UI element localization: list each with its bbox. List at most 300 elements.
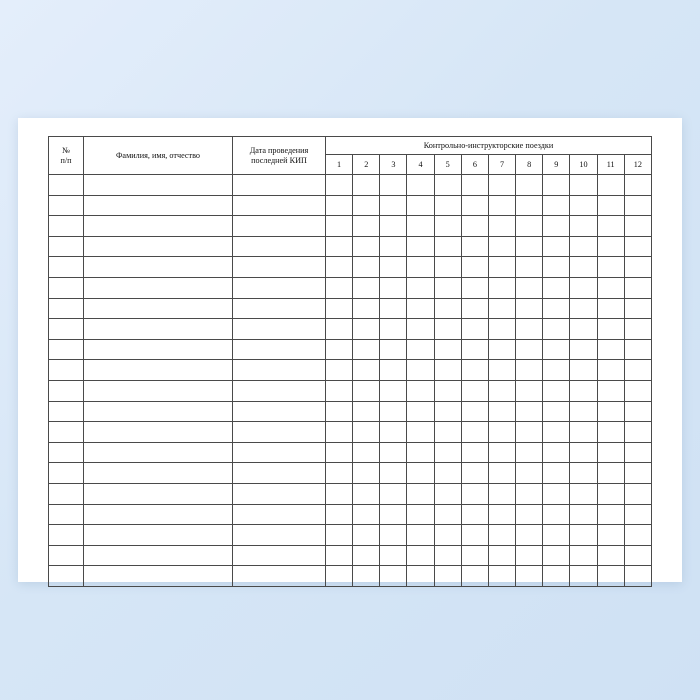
table-cell[interactable] [461, 216, 488, 237]
table-cell[interactable] [543, 442, 570, 463]
table-cell[interactable] [597, 319, 624, 340]
table-cell[interactable] [488, 566, 515, 587]
table-cell[interactable] [407, 422, 434, 443]
table-cell[interactable] [570, 175, 597, 196]
table-cell[interactable] [353, 380, 380, 401]
table-cell[interactable] [624, 442, 651, 463]
table-cell[interactable] [570, 277, 597, 298]
table-cell[interactable] [543, 195, 570, 216]
table-cell[interactable] [326, 566, 353, 587]
table-cell[interactable] [570, 422, 597, 443]
table-cell[interactable] [233, 216, 326, 237]
table-cell[interactable] [434, 566, 461, 587]
table-cell[interactable] [461, 463, 488, 484]
table-cell[interactable] [233, 175, 326, 196]
table-cell[interactable] [407, 442, 434, 463]
table-cell[interactable] [543, 545, 570, 566]
table-cell[interactable] [407, 504, 434, 525]
table-cell[interactable] [516, 545, 543, 566]
table-cell[interactable] [380, 319, 407, 340]
table-cell[interactable] [488, 236, 515, 257]
table-cell[interactable] [353, 360, 380, 381]
table-cell[interactable] [624, 545, 651, 566]
table-cell[interactable] [380, 216, 407, 237]
table-cell[interactable] [380, 463, 407, 484]
table-cell[interactable] [516, 525, 543, 546]
table-cell[interactable] [380, 277, 407, 298]
table-cell[interactable] [461, 360, 488, 381]
table-cell[interactable] [543, 422, 570, 443]
table-cell[interactable] [233, 195, 326, 216]
table-cell[interactable] [407, 545, 434, 566]
table-cell[interactable] [624, 257, 651, 278]
table-cell[interactable] [597, 442, 624, 463]
table-cell[interactable] [516, 257, 543, 278]
table-cell[interactable] [353, 175, 380, 196]
table-cell[interactable] [49, 360, 84, 381]
table-cell[interactable] [461, 401, 488, 422]
table-cell[interactable] [233, 504, 326, 525]
table-cell[interactable] [488, 525, 515, 546]
table-cell[interactable] [461, 525, 488, 546]
table-cell[interactable] [543, 339, 570, 360]
table-cell[interactable] [380, 504, 407, 525]
table-cell[interactable] [570, 216, 597, 237]
table-cell[interactable] [84, 483, 233, 504]
table-cell[interactable] [516, 442, 543, 463]
table-cell[interactable] [597, 525, 624, 546]
table-cell[interactable] [407, 216, 434, 237]
table-cell[interactable] [516, 483, 543, 504]
table-cell[interactable] [624, 360, 651, 381]
table-cell[interactable] [353, 504, 380, 525]
table-cell[interactable] [488, 277, 515, 298]
table-cell[interactable] [233, 277, 326, 298]
table-cell[interactable] [624, 463, 651, 484]
table-cell[interactable] [488, 401, 515, 422]
table-cell[interactable] [488, 545, 515, 566]
table-cell[interactable] [84, 339, 233, 360]
table-cell[interactable] [597, 401, 624, 422]
table-cell[interactable] [570, 463, 597, 484]
table-cell[interactable] [597, 195, 624, 216]
table-cell[interactable] [434, 277, 461, 298]
table-cell[interactable] [407, 236, 434, 257]
table-cell[interactable] [434, 525, 461, 546]
table-cell[interactable] [624, 216, 651, 237]
table-cell[interactable] [516, 339, 543, 360]
table-cell[interactable] [516, 298, 543, 319]
table-cell[interactable] [543, 277, 570, 298]
table-cell[interactable] [461, 195, 488, 216]
table-cell[interactable] [326, 339, 353, 360]
table-cell[interactable] [326, 216, 353, 237]
table-cell[interactable] [84, 175, 233, 196]
table-cell[interactable] [353, 442, 380, 463]
table-cell[interactable] [353, 401, 380, 422]
table-cell[interactable] [407, 298, 434, 319]
table-cell[interactable] [233, 525, 326, 546]
table-cell[interactable] [461, 483, 488, 504]
table-cell[interactable] [516, 422, 543, 443]
table-cell[interactable] [353, 236, 380, 257]
table-cell[interactable] [49, 319, 84, 340]
table-cell[interactable] [380, 525, 407, 546]
table-cell[interactable] [49, 175, 84, 196]
table-cell[interactable] [624, 422, 651, 443]
table-cell[interactable] [597, 257, 624, 278]
table-cell[interactable] [624, 401, 651, 422]
table-cell[interactable] [570, 401, 597, 422]
table-cell[interactable] [353, 545, 380, 566]
table-cell[interactable] [380, 175, 407, 196]
table-cell[interactable] [434, 175, 461, 196]
table-cell[interactable] [434, 545, 461, 566]
table-cell[interactable] [326, 545, 353, 566]
table-cell[interactable] [407, 463, 434, 484]
table-cell[interactable] [380, 483, 407, 504]
table-cell[interactable] [488, 319, 515, 340]
table-cell[interactable] [488, 175, 515, 196]
table-cell[interactable] [597, 360, 624, 381]
table-cell[interactable] [380, 298, 407, 319]
table-cell[interactable] [434, 422, 461, 443]
table-cell[interactable] [624, 380, 651, 401]
table-cell[interactable] [49, 545, 84, 566]
table-cell[interactable] [543, 566, 570, 587]
table-cell[interactable] [570, 483, 597, 504]
table-cell[interactable] [84, 236, 233, 257]
table-cell[interactable] [543, 525, 570, 546]
table-cell[interactable] [597, 339, 624, 360]
table-cell[interactable] [543, 504, 570, 525]
table-cell[interactable] [461, 175, 488, 196]
table-cell[interactable] [434, 463, 461, 484]
table-cell[interactable] [570, 298, 597, 319]
table-cell[interactable] [49, 195, 84, 216]
table-cell[interactable] [434, 236, 461, 257]
table-cell[interactable] [49, 236, 84, 257]
table-cell[interactable] [624, 236, 651, 257]
table-cell[interactable] [488, 463, 515, 484]
table-cell[interactable] [543, 401, 570, 422]
table-cell[interactable] [407, 483, 434, 504]
table-cell[interactable] [380, 401, 407, 422]
table-cell[interactable] [353, 195, 380, 216]
table-cell[interactable] [488, 504, 515, 525]
table-cell[interactable] [434, 319, 461, 340]
table-cell[interactable] [84, 195, 233, 216]
table-cell[interactable] [570, 504, 597, 525]
table-cell[interactable] [597, 380, 624, 401]
table-cell[interactable] [624, 195, 651, 216]
table-cell[interactable] [543, 175, 570, 196]
table-cell[interactable] [488, 422, 515, 443]
table-cell[interactable] [434, 442, 461, 463]
table-cell[interactable] [380, 442, 407, 463]
table-cell[interactable] [570, 319, 597, 340]
table-cell[interactable] [380, 339, 407, 360]
table-cell[interactable] [570, 236, 597, 257]
table-cell[interactable] [49, 442, 84, 463]
table-cell[interactable] [407, 339, 434, 360]
table-cell[interactable] [326, 380, 353, 401]
table-cell[interactable] [624, 525, 651, 546]
table-cell[interactable] [488, 360, 515, 381]
table-cell[interactable] [570, 360, 597, 381]
table-cell[interactable] [543, 236, 570, 257]
table-cell[interactable] [624, 319, 651, 340]
table-cell[interactable] [326, 236, 353, 257]
table-cell[interactable] [407, 360, 434, 381]
table-cell[interactable] [516, 504, 543, 525]
table-cell[interactable] [624, 175, 651, 196]
table-cell[interactable] [407, 277, 434, 298]
table-cell[interactable] [353, 319, 380, 340]
table-cell[interactable] [326, 319, 353, 340]
table-cell[interactable] [407, 401, 434, 422]
table-cell[interactable] [570, 525, 597, 546]
table-cell[interactable] [84, 360, 233, 381]
table-cell[interactable] [49, 525, 84, 546]
table-cell[interactable] [624, 483, 651, 504]
table-cell[interactable] [84, 298, 233, 319]
table-cell[interactable] [49, 257, 84, 278]
table-cell[interactable] [233, 422, 326, 443]
table-cell[interactable] [516, 195, 543, 216]
table-cell[interactable] [597, 216, 624, 237]
table-cell[interactable] [84, 401, 233, 422]
table-cell[interactable] [543, 380, 570, 401]
table-cell[interactable] [84, 504, 233, 525]
table-cell[interactable] [233, 401, 326, 422]
table-cell[interactable] [49, 216, 84, 237]
table-cell[interactable] [407, 380, 434, 401]
table-cell[interactable] [597, 175, 624, 196]
table-cell[interactable] [84, 545, 233, 566]
table-cell[interactable] [488, 442, 515, 463]
table-cell[interactable] [597, 545, 624, 566]
table-cell[interactable] [326, 298, 353, 319]
table-cell[interactable] [233, 545, 326, 566]
table-cell[interactable] [326, 422, 353, 443]
table-cell[interactable] [543, 257, 570, 278]
table-cell[interactable] [84, 525, 233, 546]
table-cell[interactable] [516, 380, 543, 401]
table-cell[interactable] [233, 236, 326, 257]
table-cell[interactable] [326, 483, 353, 504]
table-cell[interactable] [570, 380, 597, 401]
table-cell[interactable] [543, 298, 570, 319]
table-cell[interactable] [49, 483, 84, 504]
table-cell[interactable] [49, 339, 84, 360]
table-cell[interactable] [516, 360, 543, 381]
table-cell[interactable] [326, 401, 353, 422]
table-cell[interactable] [84, 277, 233, 298]
table-cell[interactable] [570, 566, 597, 587]
table-cell[interactable] [326, 463, 353, 484]
table-cell[interactable] [597, 566, 624, 587]
table-cell[interactable] [353, 483, 380, 504]
table-cell[interactable] [570, 545, 597, 566]
table-cell[interactable] [434, 360, 461, 381]
table-cell[interactable] [624, 298, 651, 319]
table-cell[interactable] [597, 236, 624, 257]
table-cell[interactable] [353, 339, 380, 360]
table-cell[interactable] [380, 360, 407, 381]
table-cell[interactable] [597, 422, 624, 443]
table-cell[interactable] [84, 463, 233, 484]
table-cell[interactable] [407, 566, 434, 587]
table-cell[interactable] [233, 360, 326, 381]
table-cell[interactable] [233, 319, 326, 340]
table-cell[interactable] [570, 195, 597, 216]
table-cell[interactable] [516, 463, 543, 484]
table-cell[interactable] [49, 504, 84, 525]
table-cell[interactable] [49, 401, 84, 422]
table-cell[interactable] [233, 483, 326, 504]
table-cell[interactable] [597, 277, 624, 298]
table-cell[interactable] [353, 525, 380, 546]
table-cell[interactable] [407, 175, 434, 196]
table-cell[interactable] [407, 319, 434, 340]
table-cell[interactable] [326, 195, 353, 216]
table-cell[interactable] [516, 236, 543, 257]
table-cell[interactable] [543, 483, 570, 504]
table-cell[interactable] [516, 216, 543, 237]
table-cell[interactable] [407, 525, 434, 546]
table-cell[interactable] [233, 380, 326, 401]
table-cell[interactable] [434, 401, 461, 422]
table-cell[interactable] [353, 277, 380, 298]
table-cell[interactable] [461, 277, 488, 298]
table-cell[interactable] [461, 545, 488, 566]
table-cell[interactable] [353, 463, 380, 484]
table-cell[interactable] [461, 298, 488, 319]
table-cell[interactable] [84, 216, 233, 237]
table-cell[interactable] [434, 257, 461, 278]
table-cell[interactable] [461, 442, 488, 463]
table-cell[interactable] [407, 195, 434, 216]
table-cell[interactable] [624, 277, 651, 298]
table-cell[interactable] [233, 257, 326, 278]
table-cell[interactable] [434, 339, 461, 360]
table-cell[interactable] [543, 463, 570, 484]
table-cell[interactable] [380, 422, 407, 443]
table-cell[interactable] [434, 298, 461, 319]
table-cell[interactable] [461, 257, 488, 278]
table-cell[interactable] [570, 257, 597, 278]
table-cell[interactable] [353, 298, 380, 319]
table-cell[interactable] [434, 216, 461, 237]
table-cell[interactable] [49, 277, 84, 298]
table-cell[interactable] [516, 175, 543, 196]
table-cell[interactable] [49, 298, 84, 319]
table-cell[interactable] [84, 566, 233, 587]
table-cell[interactable] [233, 298, 326, 319]
table-cell[interactable] [49, 463, 84, 484]
table-cell[interactable] [353, 566, 380, 587]
table-cell[interactable] [461, 236, 488, 257]
table-cell[interactable] [624, 566, 651, 587]
table-cell[interactable] [488, 339, 515, 360]
table-cell[interactable] [84, 442, 233, 463]
table-cell[interactable] [488, 257, 515, 278]
table-cell[interactable] [488, 195, 515, 216]
table-cell[interactable] [434, 504, 461, 525]
table-cell[interactable] [326, 442, 353, 463]
table-cell[interactable] [353, 257, 380, 278]
table-cell[interactable] [516, 277, 543, 298]
table-cell[interactable] [597, 298, 624, 319]
table-cell[interactable] [461, 566, 488, 587]
table-cell[interactable] [49, 422, 84, 443]
table-cell[interactable] [543, 319, 570, 340]
table-cell[interactable] [543, 216, 570, 237]
table-cell[interactable] [380, 257, 407, 278]
table-cell[interactable] [488, 216, 515, 237]
table-cell[interactable] [233, 339, 326, 360]
table-cell[interactable] [49, 566, 84, 587]
table-cell[interactable] [434, 195, 461, 216]
table-cell[interactable] [353, 422, 380, 443]
table-cell[interactable] [461, 504, 488, 525]
table-cell[interactable] [488, 483, 515, 504]
table-cell[interactable] [516, 319, 543, 340]
table-cell[interactable] [380, 195, 407, 216]
table-cell[interactable] [488, 298, 515, 319]
table-cell[interactable] [461, 380, 488, 401]
table-cell[interactable] [380, 380, 407, 401]
table-cell[interactable] [570, 442, 597, 463]
table-cell[interactable] [407, 257, 434, 278]
table-cell[interactable] [380, 566, 407, 587]
table-cell[interactable] [597, 483, 624, 504]
table-cell[interactable] [84, 257, 233, 278]
table-cell[interactable] [434, 483, 461, 504]
table-cell[interactable] [84, 422, 233, 443]
table-cell[interactable] [461, 422, 488, 443]
table-cell[interactable] [326, 360, 353, 381]
table-cell[interactable] [84, 380, 233, 401]
table-cell[interactable] [597, 504, 624, 525]
table-cell[interactable] [461, 319, 488, 340]
table-cell[interactable] [84, 319, 233, 340]
table-cell[interactable] [543, 360, 570, 381]
table-cell[interactable] [326, 277, 353, 298]
table-cell[interactable] [326, 525, 353, 546]
table-cell[interactable] [516, 566, 543, 587]
table-cell[interactable] [326, 257, 353, 278]
table-cell[interactable] [434, 380, 461, 401]
table-cell[interactable] [570, 339, 597, 360]
table-cell[interactable] [516, 401, 543, 422]
table-cell[interactable] [353, 216, 380, 237]
table-cell[interactable] [380, 236, 407, 257]
table-cell[interactable] [624, 339, 651, 360]
table-cell[interactable] [624, 504, 651, 525]
table-cell[interactable] [233, 463, 326, 484]
table-cell[interactable] [488, 380, 515, 401]
table-cell[interactable] [461, 339, 488, 360]
table-cell[interactable] [326, 175, 353, 196]
table-cell[interactable] [597, 463, 624, 484]
table-cell[interactable] [233, 442, 326, 463]
table-cell[interactable] [233, 566, 326, 587]
table-cell[interactable] [380, 545, 407, 566]
table-cell[interactable] [326, 504, 353, 525]
table-cell[interactable] [49, 380, 84, 401]
